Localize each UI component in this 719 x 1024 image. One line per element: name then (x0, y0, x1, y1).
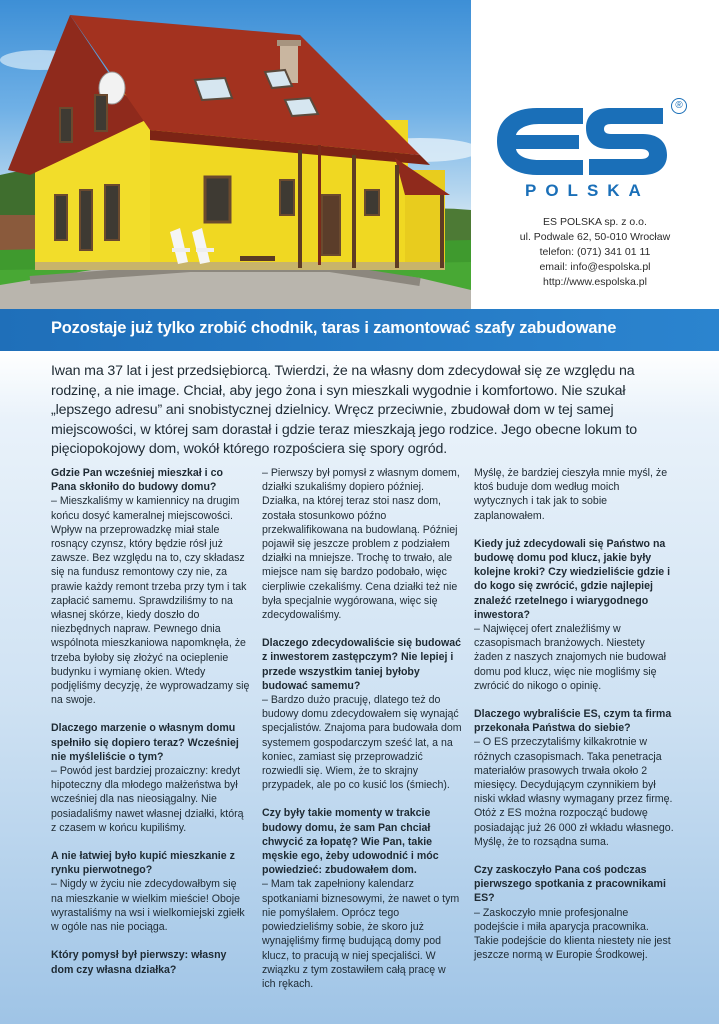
question: Dlaczego marzenie o własnym domu spełniło się dopiero teraz? Wcześniej nie myśleliście o tym? (51, 722, 239, 763)
house-photo (0, 0, 471, 309)
interview-column-1 (51, 466, 251, 977)
company-email[interactable]: email: info@espolska.pl (539, 261, 651, 273)
answer: – Pierwszy był pomysł z własnym domem, działki szukaliśmy dopiero później. Działka, na której teraz stoi nasz dom, została stosunkowo późno przekwalifikowana na budowlaną. Później pojawił się jeszcze problem z podziałem działki na mniejsze. Trochę to trwało, ale miejsce nam się bardzo podobało, więc cierpliwie czekaliśmy. Cena działki też nie była specjalnie wygórowana, więc się zdecydowaliśmy. (262, 467, 460, 622)
headline-banner (0, 309, 719, 351)
question: Dlaczego zdecydowaliście się budować z inwestorem zastępczym? Nie lepiej i przede wszystkim taniej byłoby budować samemu? (262, 637, 461, 692)
answer: – Mam tak zapełniony kalendarz spotkaniami biznesowymi, że nawet o tym nie pomyślałem. Oprócz tego powiedzieliśmy sobie, że skoro już wynajęliśmy firmę budującą domy pod klucz, to pracują w niej specjaliści. W związku z tym zostawiłem całą pracę w ich rękach. (262, 878, 460, 990)
contact-info (471, 215, 709, 290)
es-logo (491, 104, 671, 178)
question: Gdzie Pan wcześniej mieszkał i co Pana skłoniło do budowy domu? (51, 467, 223, 494)
interview-column-2 (262, 466, 462, 991)
answer: – Mieszkaliśmy w kamiennicy na drugim końcu dosyć kameralnej miejscowości. Wpływ na przeprowadzkę miał stale rosnący czynsz, który będzie rósł już zawsze. Bez względu na to, czy składasz się na fundusz remontowy czy nie, za prawie każdy remont trzeba przy tym i tak zapłacić samemu. Sprawdziliśmy to na własnej skórze, kiedy doszło do niezbędnych napraw. Pewnego dnia wspólnota mieszkaniowa napomknęła, że trzeba byłoby się złożyć na ocieplenie budynku i wymianę okien. Wtedy podjęliśmy decyzję, że wyprowadzamy się na swoje. (51, 495, 250, 707)
house-illustration (0, 0, 471, 309)
question: Który pomysł był pierwszy: własny dom czy własna działka? (51, 949, 227, 976)
company-phone: telefon: (071) 341 01 11 (539, 246, 651, 258)
question: Kiedy już zdecydowali się Państwo na budowę domu pod klucz, jakie były kolejne kroki? Czy wiedzieliście gdzie i do kogo się zwrócić, gdzie najlepiej znaleźć rzetelnego i wiarygodnego inwestora? (474, 537, 671, 621)
company-address: ul. Podwale 62, 50-010 Wrocław (519, 231, 671, 243)
answer: – Bardzo dużo pracuję, dlatego też do budowy domu zdecydowałem się wynająć specjalistów. Znajoma para budowała dom systemem gospodarczym sześć lat, a na koniec, zamiast się przeprowadzić rozwiedli się. Wiem, że to skrajny przypadek, ale po co kusić los (śmiech). (262, 694, 462, 792)
question: Czy zaskoczyło Pana coś podczas pierwszego spotkania z pracownikami ES? (474, 864, 666, 905)
question: Dlaczego wybraliście ES, czym ta firma przekonała Państwa do siebie? (474, 708, 672, 735)
answer: – Powód jest bardziej prozaiczny: kredyt hipoteczny dla młodego małżeństwa był wcześniej dla nas nieosiągalny. Nie posiadaliśmy nawet własnej działki, którą z czasem w końcu kupiliśmy. (51, 765, 244, 834)
answer: – Najwięcej ofert znaleźliśmy w czasopismach branżowych. Niestety żaden z naszych znajomych nie budował domu pod klucz, więc nie mogliśmy się zwrócić do nikogo o opinię. (474, 623, 666, 692)
interview-column-3 (474, 466, 674, 963)
headline: Pozostaje już tylko zrobić chodnik, taras i zamontować szafy zabudowane (51, 319, 617, 337)
question: A nie łatwiej było kupić mieszkanie z rynku pierwotnego? (51, 850, 235, 877)
logo-block (471, 0, 719, 309)
logo-polska-text: POLSKA (525, 181, 650, 200)
answer: Myślę, że bardziej cieszyła mnie myśl, że ktoś buduje dom według moich wytycznych i tak jak to sobie zaplanowałem. (474, 467, 668, 522)
question: Czy były takie momenty w trakcie budowy domu, że sam Pan chciał chwycić za łopatę? Wie Pan, takie męskie ego, żeby udowodnić i móc powiedzieć: zbudowałem dom. (262, 807, 439, 877)
answer: – O ES przeczytaliśmy kilkakrotnie w różnych czasopismach. Taka penetracja materiałów prasowych trwała około 2 miesięcy. Decydującym czynnikiem był niski wkład własny wymagany przez firmę. Otóż z ES można rozpocząć budowę posiadając już 26 000 zł wkładu własnego. Myślę, że to rozsądna suma. (474, 736, 674, 848)
company-website[interactable]: http://www.espolska.pl (543, 276, 647, 288)
registered-mark: ® (671, 98, 687, 114)
company-name: ES POLSKA sp. z o.o. (543, 216, 647, 228)
lead-paragraph: Iwan ma 37 lat i jest przedsiębiorcą. Twierdzi, że na własny dom zdecydował się ze względu na rodzinę, a nie image. Chciał, aby jego żona i syn mieszkali wygodnie i komfortowo. Nie szukał „lepszego adresu” ani snobistycznej dzielnicy. Wręcz przeciwnie, zbudował dom w tej samej miejscowości, w której sam dorastał i gdzie teraz mieszkają jego rodzice. Jego obecne lokum to pięciopokojowy dom, wokół którego rozpościera się spory ogród. (51, 363, 637, 457)
answer: – Zaskoczyło mnie profesjonalne podejście i miła aparycja pracownika. Takie podejście do klienta niestety nie jest jeszcze normą w Europie Środkowej. (474, 906, 671, 962)
answer: – Nigdy w życiu nie zdecydowałbym się na mieszkanie w wielkim mieście! Oboje wyrastaliśmy na wsi i wielkomiejski zgiełk w ogóle nas nie pociąga. (51, 878, 245, 934)
